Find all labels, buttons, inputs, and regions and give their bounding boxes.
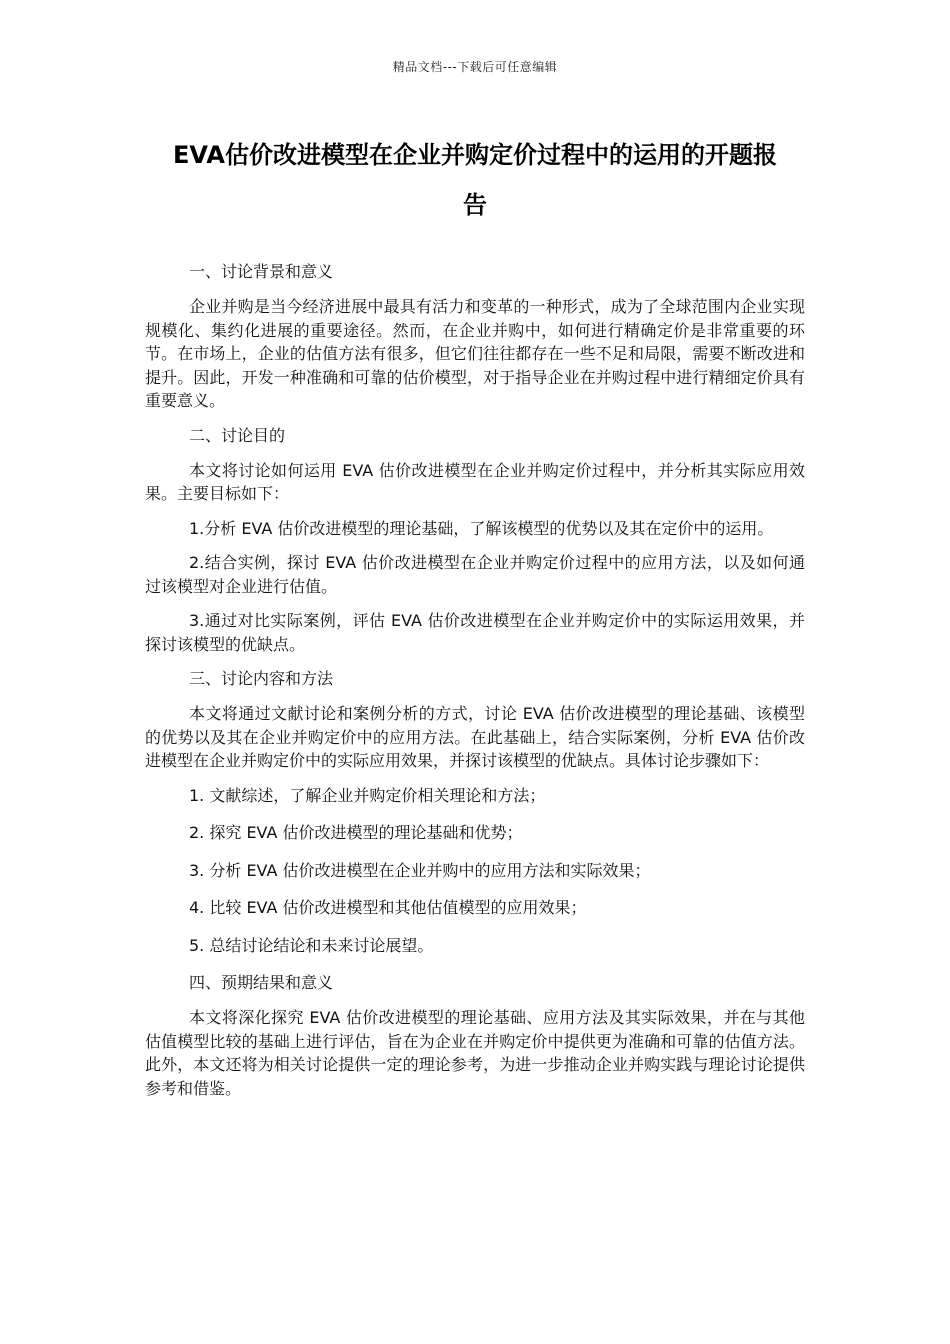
document-title xyxy=(140,130,810,230)
section-heading-methods: 三、讨论内容和方法 xyxy=(189,669,334,688)
paragraph-expected-results: 本文将深化探究 EVA 估价改进模型的理论基础、应用方法及其实际效果，并在与其他估值模型比较的基础上进行评估，旨在为企业在并购定价中提供更为准确和可靠的估值方法。此外，本文还将为相关讨论提供一定的理论参考，为进一步推动企业并购实践与理论讨论提供参考和借鉴。 xyxy=(145,1008,805,1098)
step-item-4: 4. 比较 EVA 估价改进模型和其他估值模型的应用效果； xyxy=(189,898,587,917)
goal-item-3: 3.通过对比实际案例，评估 EVA 估价改进模型在企业并购定价中的实际运用效果，并探讨该模型的优缺点。 xyxy=(145,611,805,654)
document-body xyxy=(145,260,805,1111)
step-item-2: 2. 探究 EVA 估价改进模型的理论基础和优势； xyxy=(189,823,523,842)
paragraph-methods: 本文将通过文献讨论和案例分析的方式，讨论 EVA 估价改进模型的理论基础、该模型的优势以及其在企业并购定价中的应用方法。在此基础上，结合实际案例，分析 EVA 估价改进模型在企业并购定价中的实际应用效果，并探讨该模型的优缺点。具体讨论步骤如下： xyxy=(145,704,805,770)
paragraph-background: 企业并购是当今经济进展中最具有活力和变革的一种形式，成为了全球范围内企业实现规模化、集约化进展的重要途径。然而，在企业并购中，如何进行精确定价是非常重要的环节。在市场上，企业的估值方法有很多，但它们往往都存在一些不足和局限，需要不断改进和提升。因此，开发一种准确和可靠的估价模型，对于指导企业在并购过程中进行精细定价具有重要意义。 xyxy=(145,297,805,410)
section-heading-expected-results: 四、预期结果和意义 xyxy=(189,973,334,992)
header-note: 精品文档---下载后可任意编辑 xyxy=(392,60,558,74)
title-line-2: 告 xyxy=(463,191,487,219)
section-heading-background: 一、讨论背景和意义 xyxy=(189,262,334,281)
goal-item-2: 2.结合实例，探讨 EVA 估价改进模型在企业并购定价过程中的应用方法，以及如何通过该模型对企业进行估值。 xyxy=(145,553,805,596)
step-item-3: 3. 分析 EVA 估价改进模型在企业并购中的应用方法和实际效果； xyxy=(189,860,651,880)
goal-item-1: 1.分析 EVA 估价改进模型的理论基础，了解该模型的优势以及其在定价中的运用。 xyxy=(189,518,774,538)
paragraph-purpose: 本文将讨论如何运用 EVA 估价改进模型在企业并购定价过程中，并分析其实际应用效果。主要目标如下： xyxy=(145,460,805,503)
title-line-1: EVA估价改进模型在企业并购定价过程中的运用的开题报 xyxy=(173,141,777,169)
section-heading-purpose: 二、讨论目的 xyxy=(189,425,286,445)
step-item-5: 5. 总结讨论结论和未来讨论展望。 xyxy=(189,935,434,955)
step-item-1: 1. 文献综述，了解企业并购定价相关理论和方法； xyxy=(189,785,546,805)
